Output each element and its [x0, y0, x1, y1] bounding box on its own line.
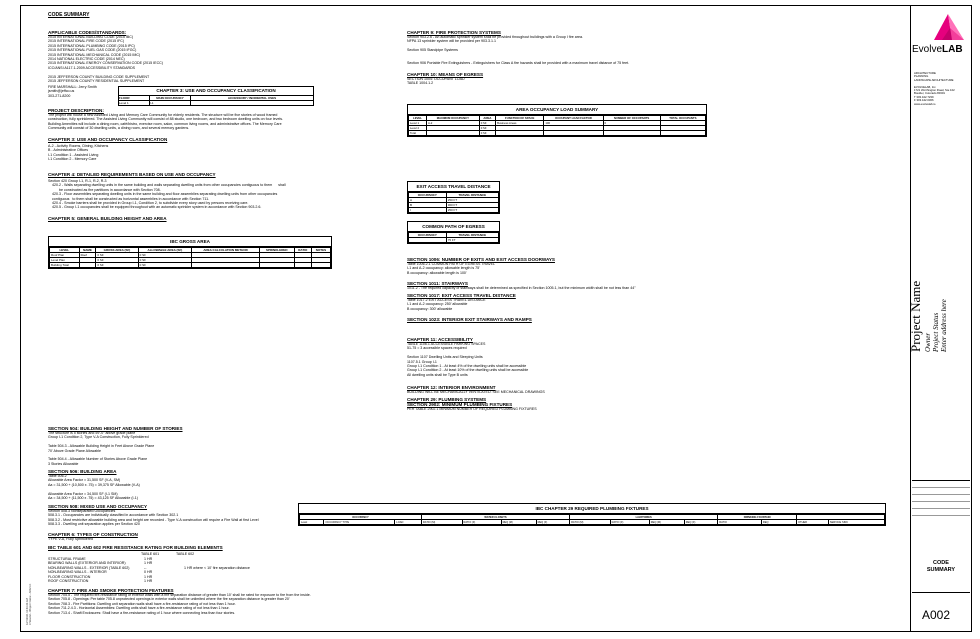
- text-line: I-1 and A-2 occupancy: allowable length is 75': [407, 266, 480, 271]
- text-line: B occupancy: allowable length is 100': [407, 270, 467, 275]
- plumbing-header-cell: SERVICE SINK: [828, 520, 884, 525]
- text-line: Section 705.5 - The required fire-resistance rating of exterior walls with a fire separation distance of greater than 10' shall be rated for exposure to fire from the inside.: [48, 593, 311, 597]
- section1011-list: [407, 286, 635, 290]
- table-cell: [603, 131, 660, 136]
- table-cell: [311, 263, 330, 268]
- table-header-cell: RATIO: [294, 248, 311, 253]
- chapter12-list: [407, 390, 545, 394]
- plumbing-table-title: IBC CHAPTER 29 REQUIRED PLUMBING FIXTURES: [299, 504, 885, 514]
- table-header-cell: NAME: [79, 248, 96, 253]
- text-line: Section 420 Group I-1, R-1, R-2, R-3: [48, 179, 107, 183]
- chapter29-list: [407, 407, 537, 411]
- sheet-number-divider: [912, 592, 970, 593]
- chapter11-heading: CHAPTER 11: ACCESSIBILITY: [407, 337, 473, 342]
- text-line: 420.4 - Smoke barriers shall be provided in Group I-1, Condition 2, to subdivide every story used by persons receiving care.: [48, 201, 249, 206]
- firm-info: [914, 72, 955, 106]
- table-header-cell: TRAVEL DISTANCE: [446, 233, 498, 238]
- section1023-heading: SECTION 1023: INTERIOR EXIT STAIRWAYS AND RAMPS: [407, 317, 532, 322]
- plumbing-header-cell: REQ (M): [649, 520, 684, 525]
- occupancy-col-floor: FLOOR: [119, 96, 150, 100]
- text-line: 2015 JEFFERSON COUNTY BUILDING CODE SUPPLEMENT: [48, 74, 150, 79]
- plumbing-header-cell: OCCUPANCY TYPE: [324, 520, 395, 525]
- section1006-list: [407, 262, 495, 275]
- chapter7-heading: CHAPTER 7: FIRE AND SMOKE PROTECTION FEATURES: [48, 588, 174, 593]
- plumbing-header-cell: RATIO (M): [570, 520, 611, 525]
- text-line: jsmith@jeffco.us: [48, 89, 75, 94]
- text-line: 2015 INTERNATIONAL MECHANICAL CODE (2015 IMC): [48, 52, 141, 57]
- table-row: [409, 131, 706, 136]
- sheet-heading: CODE SUMMARY: [48, 12, 90, 18]
- table601-cell: 0 HR: [144, 570, 153, 575]
- chapter10-heading: CHAPTER 10: MEANS OF EGRESS: [407, 72, 484, 77]
- table-cell: Level Plan: [50, 258, 80, 263]
- fire-marshall-info: [48, 85, 97, 98]
- chapter6-heading: CHAPTER 6: TYPES OF CONSTRUCTION: [48, 532, 138, 537]
- table-cell: [544, 131, 603, 136]
- text-line: Aa = 31,500 + (10,500 x .75) = 39,375 SF Allowable (V-A): [48, 482, 140, 487]
- occupancy-load-table: [407, 104, 707, 137]
- ibc-gross-area-table: [48, 236, 332, 269]
- text-line: PER TABLE 2902.1 MINIMUM NUMBER OF REQUIRED PLUMBING FIXTURES: [407, 407, 537, 411]
- table-cell: I: [409, 208, 447, 213]
- chapter4-list: [48, 179, 286, 210]
- table601-cell: NON-BEARING WALLS - INTERIOR: [48, 570, 107, 575]
- section1017-heading: SECTION 1017: EXIT ACCESS TRAVEL DISTANCE: [407, 293, 516, 298]
- table-cell: Roof: [79, 253, 96, 258]
- table-header-cell: NUMBER OF OCCUPANTS: [603, 116, 660, 121]
- section504-list: [48, 431, 154, 466]
- chapter7-list: [48, 593, 311, 615]
- text-line: 1/27/2021 10:43:23 AM: [26, 598, 29, 625]
- section2902-heading: SECTION 2902: MINIMUM PLUMBING FIXTURES: [407, 402, 513, 407]
- table-cell: Total: [409, 131, 427, 136]
- occupancy-table-title: CHAPTER 3: USE AND OCCUPANCY CLASSIFICATION: [119, 87, 313, 96]
- text-line: Allowable Area Factor = 34,500 SF (I-1 SM): [48, 491, 118, 496]
- text-line: Section 711.2.4.3 - Horizontal Assemblies: Dwelling units shall have a fire-resistance rating of not less than 1 hour.: [48, 606, 230, 611]
- table-cell: [294, 263, 311, 268]
- text-line: 3 Stories Allowable: [48, 461, 79, 466]
- text-line: 2015 INTERNATIONAL PLUMBING CODE (2015 IPC): [48, 43, 135, 48]
- section508-heading: SECTION 508: MIXED USE AND OCCUPANCY: [48, 504, 148, 509]
- text-line: Section 903.2.6 - An automatic sprinkler system shall be provided throughout buildings with a Group I fire area.: [407, 35, 583, 39]
- table601-cell: 1 HR: [144, 578, 153, 583]
- text-line: B - Administrative Offices: [48, 148, 89, 153]
- table-header-cell: AREA CALCULATION METHOD: [192, 248, 260, 253]
- text-line: B occupancy: 300' allowable: [407, 306, 453, 311]
- table601-row: [48, 579, 308, 583]
- text-line: Section 705.8 - Openings: Per table 705.8 unprotected openings in exterior walls shall be unlimited where the fire separation distance is greater than 20': [48, 597, 290, 602]
- text-line: A-2 - Activity Rooms, Dining, Kitchens: [48, 144, 109, 148]
- text-line: Table 504.3 - Allowable Building Height in Feet Above Grade Plane: [48, 444, 155, 449]
- ibc-area-title: IBC GROSS AREA: [49, 237, 331, 247]
- sheet-number: A002: [922, 608, 951, 622]
- occupancy-col-main: MAIN OCCUPANCY: [150, 96, 191, 100]
- table-cell: B: [409, 203, 447, 208]
- text-line: I-1 Condition 1 - Assisted Living: [48, 152, 99, 157]
- project-description: [48, 113, 283, 131]
- project-owner: Owner: [924, 332, 932, 352]
- text-line: NFPA 13 sprinkler system will be provided per 903.3.1.1: [407, 39, 497, 44]
- text-line: I-1 and A-2 occupancy: 250' allowable: [407, 302, 468, 307]
- common-path-table: [407, 221, 500, 244]
- section1011-heading: SECTION 1011: STAIRWAYS: [407, 281, 468, 286]
- text-line: Group I-1 Condition 2 - At least 10% of the dwelling units shall be accessible: [407, 368, 529, 373]
- text-line: Section 713.4 - Shaft Enclosures: Shall have a fire-resistance rating of 1 hour where connecting less than four stories.: [48, 610, 236, 615]
- plumbing-group-header: OCCUPANCY: [300, 515, 422, 520]
- exit-access-table: [407, 181, 500, 214]
- text-line: Section 905 Standpipe Systems: [407, 48, 458, 53]
- table-cell: 0 SF: [138, 253, 192, 258]
- table-cell: 0 SF: [96, 263, 138, 268]
- table-cell: 100: [544, 121, 603, 126]
- text-line: FIRE MARSHALL: Jerry Smith: [48, 85, 97, 89]
- chapter5-heading: CHAPTER 5: GENERAL BUILDING HEIGHT AND AREA: [48, 216, 167, 221]
- table-cell: Building Total: [50, 263, 80, 268]
- text-line: Table 504.4 - Allowable Number of Stories Above Grade Plane: [48, 457, 148, 462]
- text-line: PLANNING: [914, 74, 929, 79]
- table-row: [409, 238, 499, 243]
- text-line: Table 1017.2 EXIT ACCESS TRAVEL DISTANCE: [407, 298, 486, 302]
- plumbing-header-cell: RATIO: [718, 520, 762, 525]
- plumbing-header-cell: OTHER: [796, 520, 828, 525]
- chapter9-list: [407, 35, 629, 66]
- text-line: 2015 INTERNATIONAL FIRE CODE (2015 IFC): [48, 39, 125, 44]
- text-line: 2015 INTERNATIONAL ENERGY CONSERVATION CODE (2015 IECC): [48, 61, 163, 66]
- plumbing-fixtures-table: [298, 503, 886, 526]
- table-cell: 0 SF: [479, 131, 495, 136]
- occupancy-classification-table: [118, 86, 314, 106]
- text-line: BUILDING WILL BE MECHANICALLY VENTILATED. SEE MECHANICAL DRAWINGS: [407, 390, 545, 394]
- common-path-grid: [408, 232, 499, 243]
- table-cell: 0 SF: [96, 253, 138, 258]
- text-line: 420.5 - Group I-1 occupancies shall be equipped throughout with an automatic sprinkler system in accordance with Section 903.2.6.: [48, 205, 262, 210]
- section506-heading: SECTION 506: BUILDING AREA: [48, 469, 117, 474]
- sheet-title: [912, 560, 970, 574]
- table601-cell: BEARING WALLS (EXTERIOR AND INTERIOR): [48, 561, 126, 566]
- text-line: T 303.442.7239: [914, 94, 934, 99]
- chapter29-heading: CHAPTER 29: PLUMBING SYSTEMS: [407, 397, 487, 402]
- table601-cell: ROOF CONSTRUCTION: [48, 578, 89, 583]
- table-cell: [79, 263, 96, 268]
- text-line: TYPE V-A, Fully Sprinklered: [48, 537, 93, 541]
- sheet-title-line1: CODE: [933, 560, 949, 566]
- plumbing-header-cell: RATIO (F): [610, 520, 649, 525]
- section508-list: [48, 509, 259, 527]
- table-header-cell: TOTAL OCCUPANTS: [660, 116, 705, 121]
- table-header-cell: ALLOWABLE AREA (SF): [138, 248, 192, 253]
- table-cell: 0 SF: [138, 258, 192, 263]
- table601-cell: NON-BEARING WALLS - EXTERIOR (TABLE 602): [48, 565, 130, 570]
- table-cell: 0 SF: [96, 258, 138, 263]
- text-line: 2015 INTERNATIONAL FUEL GAS CODE (2015 IFGC): [48, 48, 137, 53]
- table-cell: [259, 263, 294, 268]
- text-line: 70' Above Grade Plane Allowable: [48, 448, 102, 453]
- chapter3-heading: CHAPTER 3: USE AND OCCUPANCY CLASSIFICATION: [48, 137, 168, 142]
- text-line: LANDSCAPE ARCHITECTURE: [914, 77, 954, 82]
- table-cell: 0 SF: [479, 126, 495, 131]
- table-header-cell: OCCUPANCY: [409, 193, 447, 198]
- table-cell: A-2: [426, 121, 479, 126]
- table601-cell: FLOOR CONSTRUCTION: [48, 574, 91, 579]
- table-header-cell: LEVEL: [409, 116, 427, 121]
- text-line: 51-75 = 3 accessible spaces required: [407, 346, 467, 351]
- occupancy-col-accessory: ACCESSORY / INCIDENTAL USES: [227, 96, 277, 100]
- plumbing-header-cell: REQ (F): [684, 520, 717, 525]
- sheet-title-line2: SUMMARY: [926, 567, 956, 573]
- brand-suffix: LAB: [942, 44, 963, 55]
- table-cell: Roof Plan: [50, 253, 80, 258]
- text-line: Section 1107 Dwelling Units and Sleeping Units: [407, 355, 483, 360]
- text-line: The project will house a new Assisted Living and Memory Care Community for elderly residents. The structure will be five stories of wood framed: [48, 113, 278, 117]
- occupancy-cell-floor: Level 1: [119, 101, 150, 105]
- text-line: SECTION 1004: OCCUPANT LOAD: [407, 77, 465, 81]
- table-header-cell: AREA: [479, 116, 495, 121]
- text-line: Group I-1 Condition 2, Type V-A Construction, Fully Sprinklered: [48, 435, 149, 440]
- text-line: Community will consist of 30 dwelling units, a dining room, and several memory gardens.: [48, 126, 190, 131]
- table-cell: Level 1: [409, 121, 427, 126]
- text-line: Section 906 Portable Fire Extinguishers - Extinguishers for Class A fire hazards shall be provided with a maximum travel distance of 75 feet.: [407, 61, 630, 66]
- text-line: 508.3.2 - Most restrictive allowable building area and height are recorded - Type V-A construction will require a Fire Wall at first Level: [48, 517, 259, 522]
- table602-col-2: TABLE 602: [176, 552, 195, 556]
- text-line: 303-271-8200: [48, 93, 71, 98]
- occupancy-cell-main: I-1: [150, 101, 191, 105]
- chapter11-list: [407, 342, 528, 377]
- chapter10-list: [407, 77, 465, 86]
- file-path-note: [26, 584, 32, 625]
- plumbing-group-header: DRINKING FOUNTAIN: [718, 515, 797, 520]
- text-line: Section 708.3 - Fire Partitions: Dwelling unit separation walls shall have a fire-resistance rating of not less than 1 hour.: [48, 601, 236, 606]
- text-line: construction, fully sprinklered. The Assisted Living Community will consist of 88 studio, one bedroom, and two bedroom dwelling units on four levels.: [48, 117, 284, 122]
- chapter9-heading: CHAPTER 9: FIRE PROTECTION SYSTEMS: [407, 30, 501, 35]
- table-cell: A: [409, 198, 447, 203]
- text-line: I-1 Condition 2 - Memory Care: [48, 157, 97, 162]
- section1017-list: [407, 298, 486, 311]
- plumbing-header-cell: REQ: [761, 520, 796, 525]
- text-line: Table 506.2: [48, 474, 67, 478]
- text-line: be constructed as fire partitions in accordance with Section 708.: [48, 187, 161, 192]
- text-line: Table 1006.2.1 COMMON PATH OF EGRESS TRAVEL: [407, 262, 496, 266]
- applicable-codes-list: [48, 35, 163, 83]
- brand-name: Evolve: [912, 44, 943, 55]
- table-header-cell: LEVEL: [50, 248, 80, 253]
- text-line: contiguous to them shall be constructed as horizontal assemblies in accordance with Section 711.: [48, 196, 210, 201]
- table-cell: [496, 131, 544, 136]
- text-line: 1721 Worthington Road, Ste 102: [914, 88, 955, 93]
- chapter12-heading: CHAPTER 12: INTERIOR ENVIRONMENT: [407, 385, 496, 390]
- table-cell: 300 FT: [446, 203, 498, 208]
- table601-col-1: TABLE 601: [141, 552, 160, 556]
- plumbing-header-cell: REQ (F): [536, 520, 569, 525]
- text-line: 1011.2 - The required capacity of stairways shall be determined as specified in Section 1005.1, but the minimum width shall be not less than 44": [407, 286, 636, 290]
- text-line: 2015 JEFFERSON COUNTY RESIDENTIAL SUPPLEMENT: [48, 79, 145, 84]
- evolvelab-logo: [912, 10, 970, 68]
- project-address: Enter address here: [940, 299, 948, 352]
- table-cell: 0: [603, 121, 660, 126]
- table-cell: Business Areas: [496, 121, 544, 126]
- text-line: TABLE 1106.1 ACCESSIBLE PARKING SPACES: [407, 342, 486, 346]
- text-line: The structure is 5 stories and 59'-0" above grade plane: [48, 431, 136, 435]
- plumbing-grid: [299, 514, 885, 525]
- ibc-area-grid: [49, 247, 331, 268]
- text-line: Building Amenities will include a dining room, café/bistro, exercise room, salon, common living rooms, and administrative offices. The Memory Care: [48, 121, 282, 126]
- text-line: Boulder, Colorado 80301: [914, 91, 945, 96]
- project-name: Project Name: [908, 280, 923, 352]
- plumbing-group-header: WATER CLOSETS: [421, 515, 569, 520]
- chapter3-list: [48, 144, 108, 162]
- text-line: Group I-1 Condition 1 - At least 4% of the dwelling units shall be accessible: [407, 364, 527, 369]
- text-line: 508.3.3 - Dwelling unit separation applies per Section 420: [48, 522, 140, 527]
- plumbing-group-header: LAVATORIES: [570, 515, 718, 520]
- table601-cell: --: [144, 565, 147, 570]
- table601-heading: IBC TABLE 601 AND 602 FIRE RESISTANCE RATING FOR BUILDING ELEMENTS: [48, 545, 223, 550]
- text-line: 420.2 - Walls separating dwelling units in the same building and walls separating dwelling units from other occupancies contiguous to them shall: [48, 183, 286, 188]
- table-cell: [426, 131, 479, 136]
- occupancy-load-grid: [408, 115, 706, 136]
- table601-cell: 1 HR: [144, 561, 153, 566]
- chapter6-list: [48, 537, 93, 541]
- text-line: 1107.5.1 Group I-1: [407, 359, 437, 364]
- table-cell: [409, 238, 447, 243]
- table-header-cell: NOTES: [311, 248, 330, 253]
- table-cell: Level 2: [409, 126, 427, 131]
- plumbing-header-cell: Level: [300, 520, 324, 525]
- exit-access-title: EXIT ACCESS TRAVEL DISTANCE: [408, 182, 499, 192]
- text-line: ICC/ANSI A117.1-2009 ACCESSIBILITY STANDARDS: [48, 65, 136, 70]
- exit-access-grid: [408, 192, 499, 213]
- text-line: 2014 NATIONAL ELECTRIC CODE (2014 NEC): [48, 57, 125, 62]
- project-status: Project Status: [932, 312, 940, 352]
- section506-list: [48, 474, 140, 500]
- table-header-cell: OCCUPANCY: [409, 233, 447, 238]
- occupancy-load-title: AREA OCCUPANCY LOAD SUMMARY: [408, 105, 706, 115]
- table-cell: [660, 131, 705, 136]
- table601-cell: 1 HR: [144, 557, 153, 561]
- table-header-cell: FUNCTION OF SPACE: [496, 116, 544, 121]
- table601-cell: 1 HR where < 10' fire separation distance: [184, 565, 250, 570]
- text-line: www.evolvelab.io: [914, 101, 936, 106]
- common-path-title: COMMON PATH OF EGRESS: [408, 222, 499, 232]
- table-header-cell: OCCUPANT LOAD FACTOR: [544, 116, 603, 121]
- chapter4-heading: CHAPTER 4: DETAILED REQUIREMENTS BASED ON USE AND OCCUPANCY: [48, 172, 216, 177]
- text-line: C:\Users\...\Project Name - A002.rvt: [29, 583, 33, 625]
- table-row: [50, 263, 331, 268]
- text-line: Allowable Area Factor = 31,500 SF (V-A, SM): [48, 478, 121, 483]
- table-cell: 250 FT: [446, 208, 498, 213]
- text-line: 508.3.1 - Occupancies are individually classified in accordance with Section 302.1: [48, 513, 179, 518]
- applicable-codes-heading: APPLICABLE CODES/STANDARDS:: [48, 30, 127, 35]
- table-header-cell: MAXIMUM OCCUPANCY: [426, 116, 479, 121]
- text-line: All dwelling units shall be Type B units: [407, 372, 468, 377]
- text-line: ARCHITECTURE: [914, 71, 936, 75]
- plumbing-header-cell: RATIO (F): [462, 520, 501, 525]
- text-line: Section 508.3 Nonseparated Occupancies: [48, 509, 116, 513]
- text-line: F 303.442.0306: [914, 98, 934, 103]
- table-cell: [192, 263, 260, 268]
- occupancy-cell-accessory: [191, 101, 313, 105]
- section504-heading: SECTION 504: BUILDING HEIGHT AND NUMBER OF STORIES: [48, 426, 183, 431]
- table-header-cell: TRAVEL DISTANCE: [446, 193, 498, 198]
- table-row: [409, 208, 499, 213]
- text-line: 420.3 - Floor assemblies separating dwelling units in the same building and floor assemblies separating dwelling units from other occupancies: [48, 192, 278, 197]
- project-info-block: [898, 260, 980, 350]
- table-cell: 75 FT: [446, 238, 498, 243]
- plumbing-header-cell: REQ (M): [501, 520, 536, 525]
- text-line: EVOLVELAB, Inc.: [914, 84, 937, 89]
- text-line: Aa = 34,500 + (11,500 x .75) = 43,125 SF Allowable (I-1): [48, 496, 138, 501]
- table-header-cell: SPRINKLERED: [259, 248, 294, 253]
- table-cell: 250 FT: [446, 198, 498, 203]
- table-header-cell: GROSS AREA (SF): [96, 248, 138, 253]
- plumbing-header-cell: RATIO (M): [421, 520, 462, 525]
- section1006-heading: SECTION 1006: NUMBER OF EXITS AND EXIT ACCESS DOORWAYS: [407, 257, 555, 262]
- table-cell: 0 SF: [138, 263, 192, 268]
- text-line: 2015 INTERNATIONAL BUILDING CODE (2015 IBC): [48, 35, 134, 39]
- project-description-heading: PROJECT DESCRIPTION:: [48, 108, 104, 113]
- table601-rows: [48, 557, 308, 583]
- table-cell: 0 SF: [479, 121, 495, 126]
- revision-block: [912, 480, 970, 529]
- text-line: TABLE 1004.1.2: [407, 81, 434, 86]
- table601-cell: 1 HR: [144, 574, 153, 579]
- table601-cell: STRUCTURAL FRAME: [48, 557, 86, 561]
- plumbing-header-cell: LOAD: [395, 520, 422, 525]
